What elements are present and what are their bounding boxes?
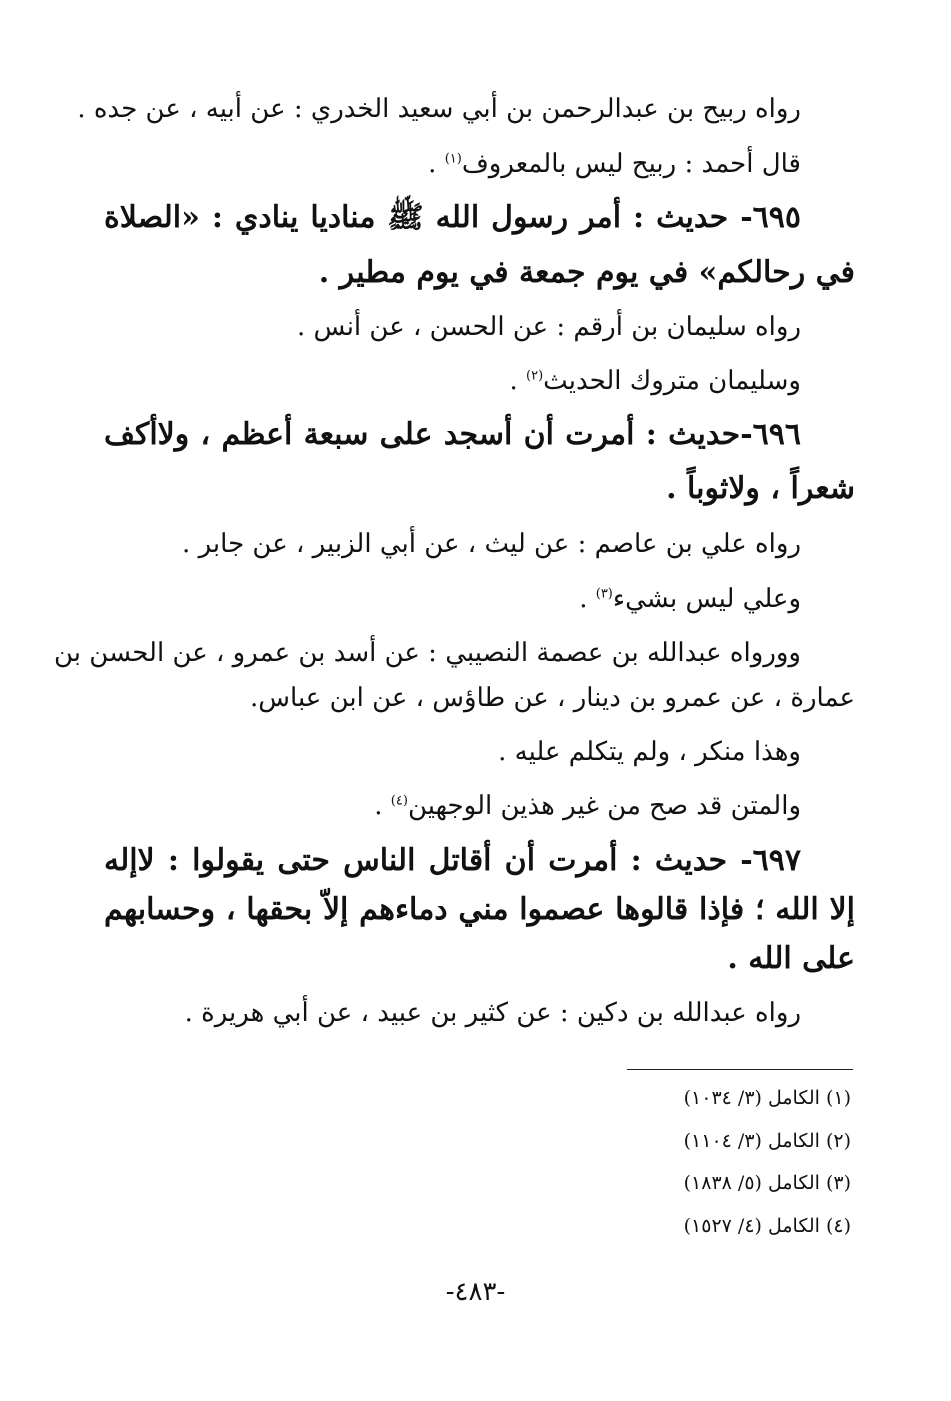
text-line: رواه علي بن عاصم : عن ليث ، عن أبي الزبير ، عن جابر . — [182, 529, 801, 559]
text-line: رواه ربيح بن عبدالرحمن بن أبي سعيد الخدري : عن أبيه ، عن جده . — [77, 94, 801, 124]
text-line: قال أحمد : ربيح ليس بالمعروف$^{(١)}$ . — [428, 149, 801, 179]
footnote-separator — [627, 1069, 853, 1070]
hadith-heading: ٦٩٧- حديث : أمرت أن أقاتل الناس حتى يقولوا : لاإله — [104, 843, 801, 878]
text-line: والمتن قد صح من غير هذين الوجهين$^{(٤)}$ . — [374, 791, 801, 821]
text-line: رواه سليمان بن أرقم : عن الحسن ، عن أنس . — [297, 312, 801, 342]
footnote: (٣) الكامل (٥/ ١٨٣٨) — [683, 1172, 851, 1194]
footnote: (٤) الكامل (٤/ ١٥٢٧) — [683, 1215, 851, 1237]
footnote: (١) الكامل (٣/ ١٠٣٤) — [683, 1087, 851, 1109]
footnote: (٢) الكامل (٣/ ١١٠٤) — [683, 1130, 851, 1152]
text-line: وورواه عبدالله بن عصمة النصيبي : عن أسد بن عمرو ، عن الحسن بن — [53, 638, 801, 668]
text-line: وعلي ليس بشيء$^{(٣)}$ . — [579, 584, 801, 614]
hadith-heading: ٦٩٦-حديث : أمرت أن أسجد على سبعة أعظم ، ولاأكف — [104, 417, 801, 452]
footnote-ref: (٣) — [595, 586, 613, 602]
footnote-ref: (٢) — [526, 368, 544, 384]
page-number: -٤٨٣- — [445, 1277, 506, 1307]
footnote-ref: (٤) — [390, 793, 408, 809]
hadith-heading: شعراً ، ولاثوباً . — [666, 471, 855, 506]
footnote-ref: (١) — [444, 151, 462, 167]
hadith-heading: على الله . — [727, 941, 855, 976]
text-line: عمارة ، عن عمرو بن دينار ، عن طاؤس ، عن ابن عباس. — [250, 683, 855, 713]
text-line: وسليمان متروك الحديث$^{(٢)}$ . — [509, 366, 801, 396]
text-line: وهذا منكر ، ولم يتكلم عليه . — [498, 737, 801, 767]
hadith-heading: ٦٩٥- حديث : أمر رسول الله ﷺ مناديا ينادي : «الصلاة — [104, 200, 801, 235]
text-line: رواه عبدالله بن دكين : عن كثير بن عبيد ، عن أبي هريرة . — [184, 998, 801, 1028]
hadith-heading: في رحالكم» في يوم جمعة في يوم مطير . — [318, 255, 855, 290]
hadith-heading: إلا الله ؛ فإذا قالوها عصموا مني دماءهم إلاّ بحقها ، وحسابهم — [104, 892, 855, 927]
